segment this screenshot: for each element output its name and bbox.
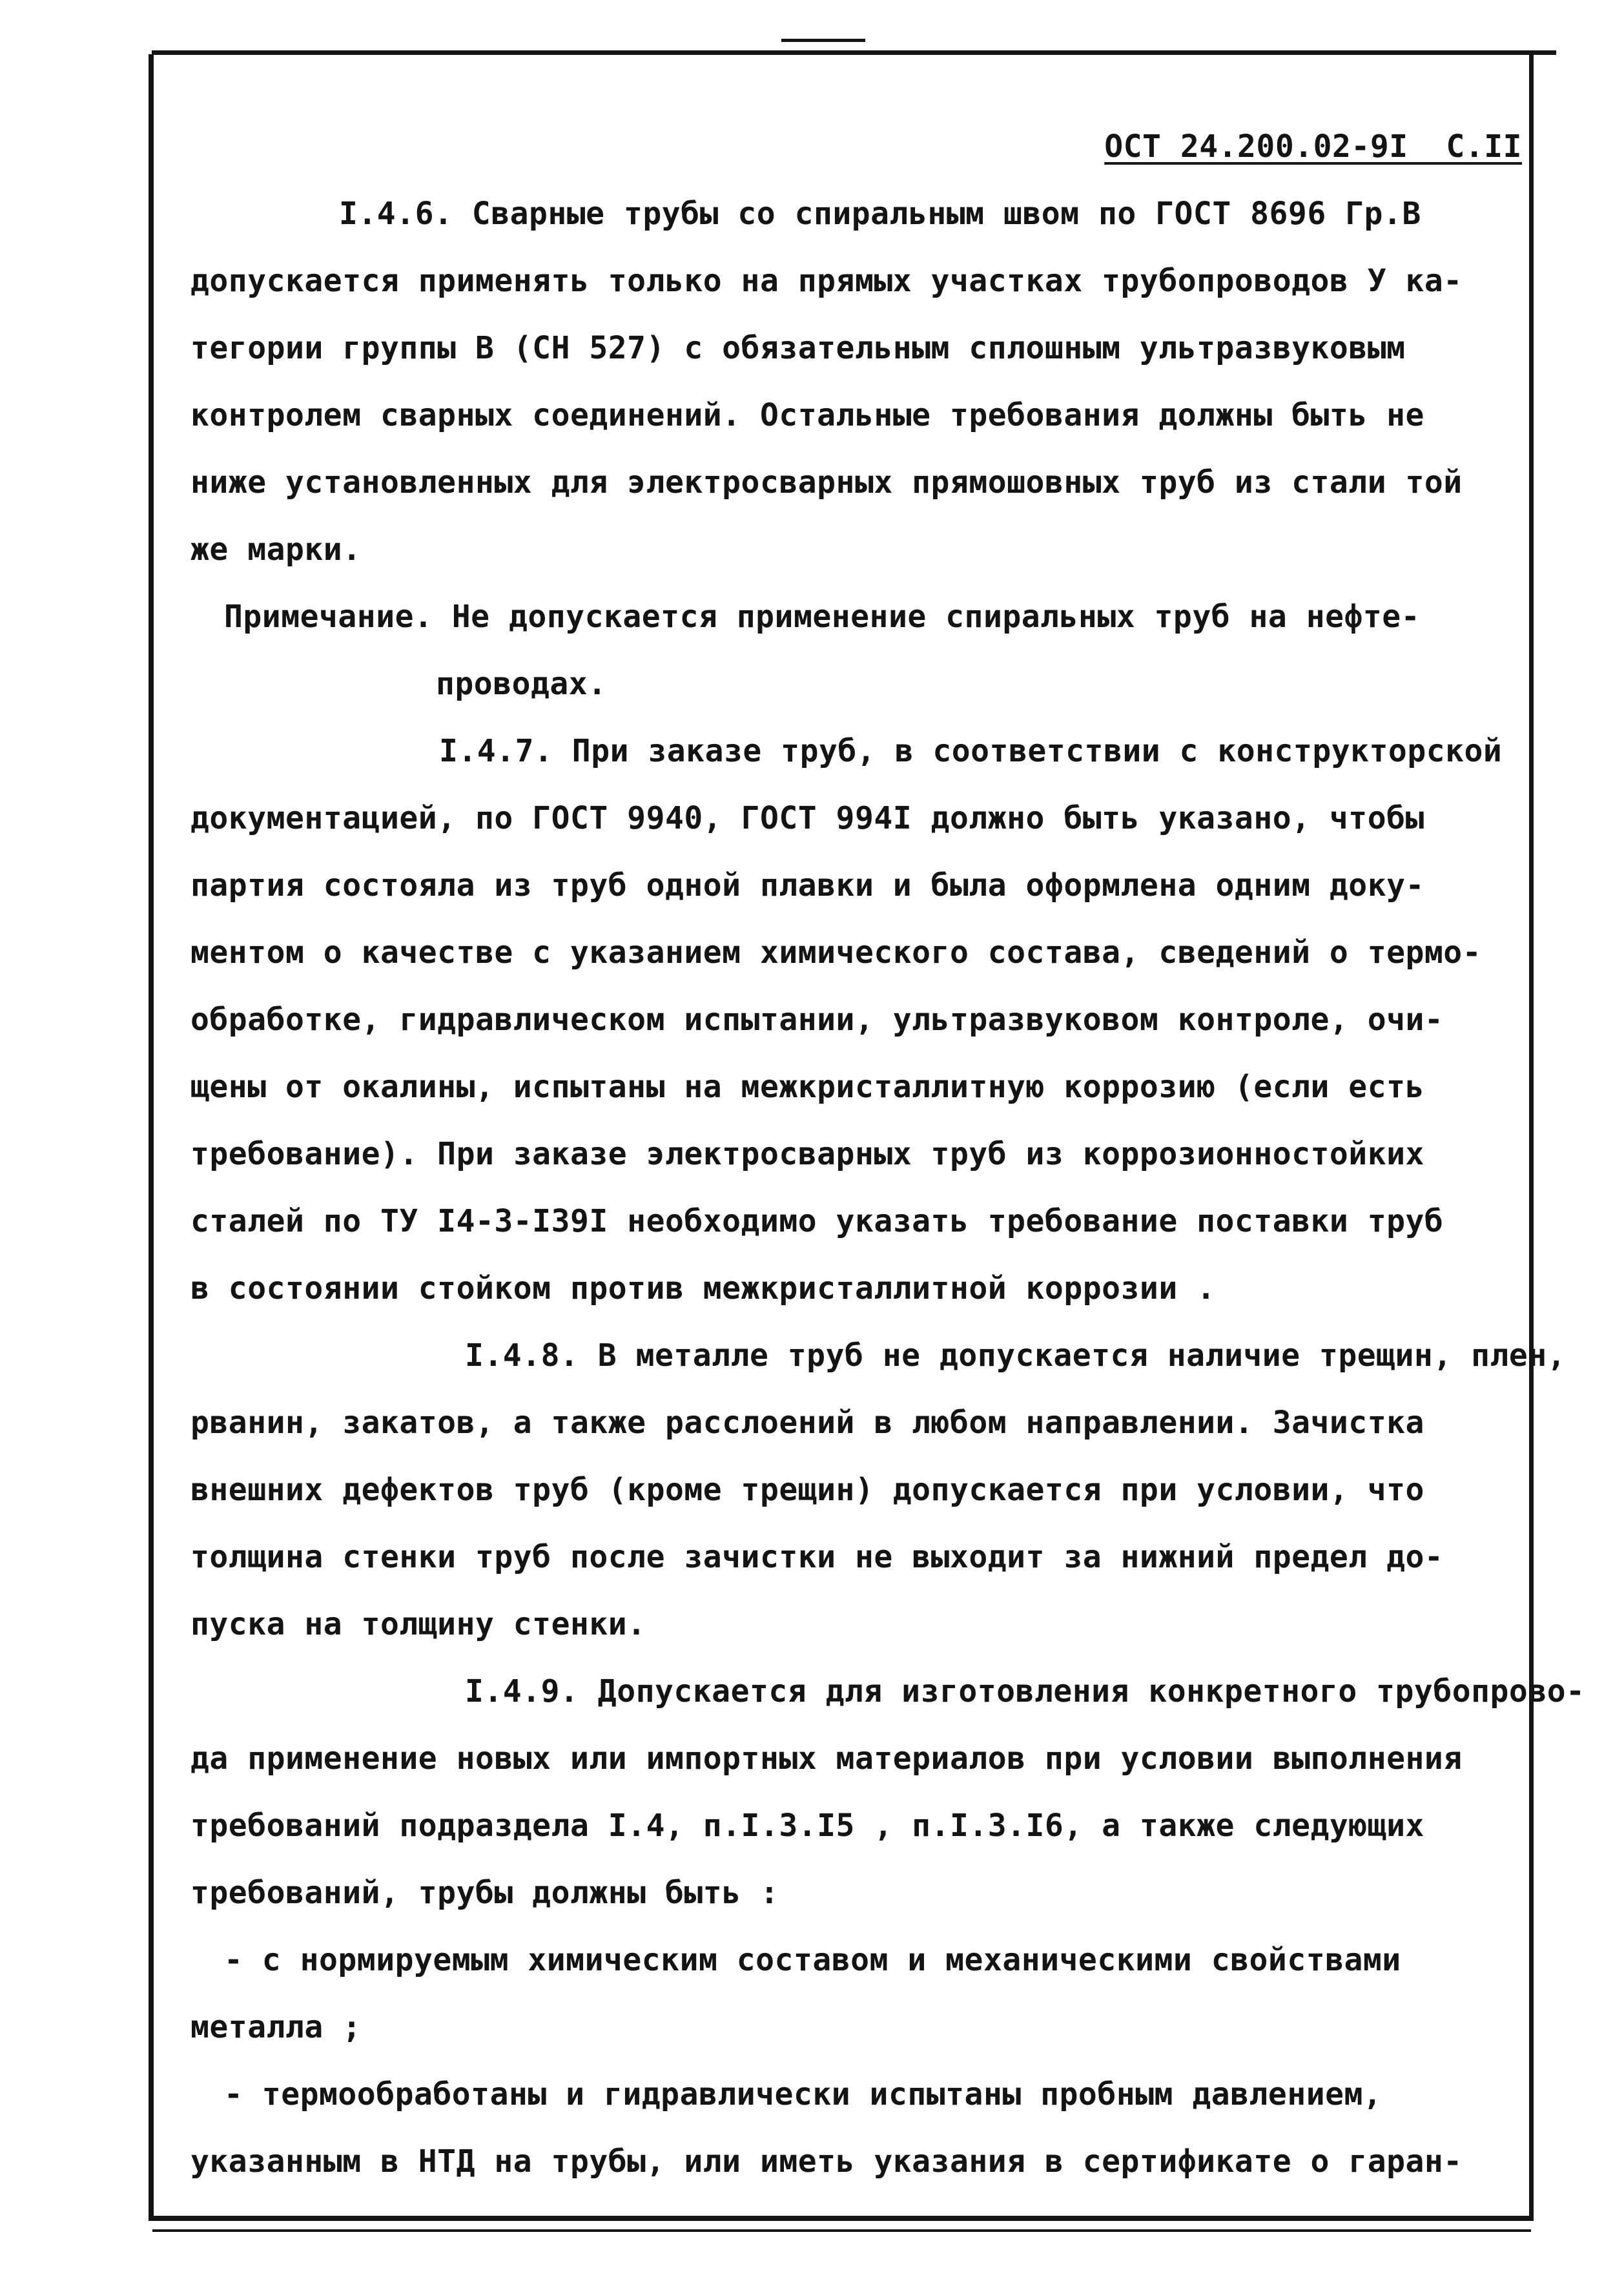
paragraph-1-4-6-line: I.4.6. Сварные трубы со спиральным швом по ГОСТ 8696 Гр.В	[339, 196, 1421, 232]
text-line: контролем сварных соединений. Остальные требования должны быть не	[190, 397, 1424, 433]
text-line: металла ;	[190, 2009, 362, 2045]
text-line: ментом о качестве с указанием химического состава, сведений о термо-	[190, 934, 1482, 971]
text-line: обработке, гидравлическом испытании, ультразвуковом контроле, очи-	[190, 1002, 1444, 1038]
note-line: проводах.	[436, 666, 607, 702]
text-line: тегории группы В (СН 527) с обязательным сплошным ультразвуковым	[190, 330, 1406, 366]
list-item-line: - с нормируемым химическим составом и механическими свойствами	[224, 1942, 1401, 1978]
text-line: толщина стенки труб после зачистки не выходит за нижний предел до-	[190, 1539, 1444, 1575]
text-line: ниже установленных для электросварных прямошовных труб из стали той	[190, 464, 1463, 501]
document-header: ОСТ 24.200.02-9I С.II	[1104, 129, 1522, 165]
text-line: допускается применять только на прямых участках трубопроводов У ка-	[190, 263, 1463, 299]
paragraph-1-4-9-line: I.4.9. Допускается для изготовления конкретного трубопрово-	[465, 1673, 1585, 1709]
top-edge-tick	[781, 39, 865, 42]
text-line: рванин, закатов, а также расслоений в любом направлении. Зачистка	[190, 1405, 1424, 1441]
text-line: требование). При заказе электросварных труб из коррозионностойких	[190, 1136, 1424, 1172]
text-line: документацией, по ГОСТ 9940, ГОСТ 994I должно быть указано, чтобы	[190, 800, 1424, 836]
list-item-line: - термообработаны и гидравлически испытаны пробным давлением,	[224, 2076, 1382, 2112]
note-line: Примечание. Не допускается применение спиральных труб на нефте-	[224, 599, 1421, 635]
text-line: требований, трубы должны быть :	[190, 1875, 779, 1911]
text-line: щены от окалины, испытаны на межкристаллитную коррозию (если есть	[190, 1069, 1424, 1105]
frame-bottom-rule	[152, 2229, 1531, 2232]
text-line: требований подраздела I.4, п.I.3.I5 , п.I.3.I6, а также следующих	[190, 1808, 1424, 1844]
text-line: внешних дефектов труб (кроме трещин) допускается при условии, что	[190, 1472, 1424, 1508]
paragraph-1-4-7-line: I.4.7. При заказе труб, в соответствии с конструкторской	[439, 733, 1503, 769]
document-body	[190, 113, 1585, 2195]
text-line: пуска на толщину стенки.	[190, 1606, 646, 1642]
text-line: да применение новых или импортных материалов при условии выполнения	[190, 1740, 1463, 1777]
paragraph-1-4-8-line: I.4.8. В металле труб не допускается наличие трещин, плен,	[465, 1337, 1567, 1374]
text-line: указанным в НТД на трубы, или иметь указания в сертификате о гаран-	[190, 2143, 1463, 2180]
text-line: в состоянии стойком против межкристаллитной коррозии .	[190, 1270, 1216, 1306]
text-line: же марки.	[190, 532, 362, 568]
text-line: сталей по ТУ I4-3-I39I необходимо указать требование поставки труб	[190, 1203, 1444, 1239]
text-line: партия состояла из труб одной плавки и была оформлена одним доку-	[190, 867, 1424, 903]
